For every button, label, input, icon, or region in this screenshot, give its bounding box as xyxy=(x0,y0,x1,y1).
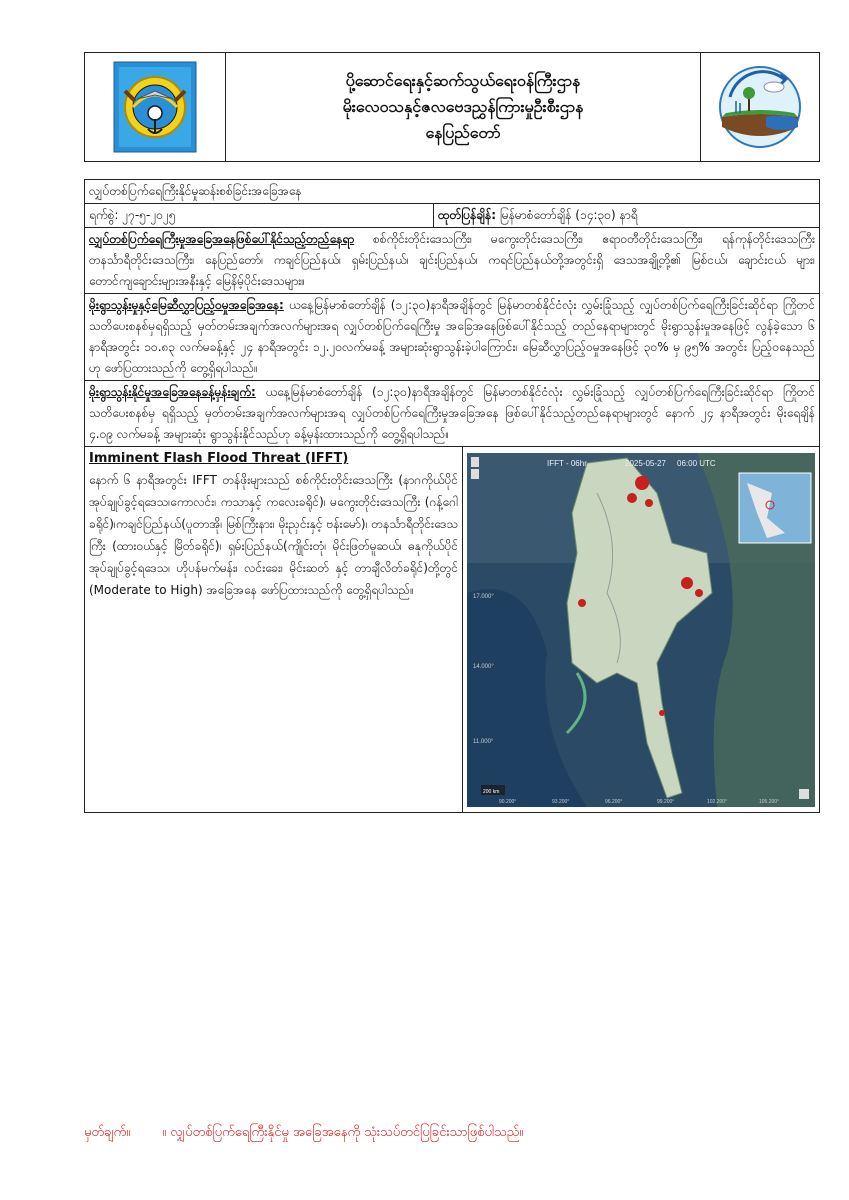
lon-label: 96.200° xyxy=(605,798,623,805)
map-scale-label: 200 km xyxy=(483,788,500,795)
date-cell xyxy=(85,204,434,227)
footer-note xyxy=(84,1124,820,1143)
note-label: မှတ်ချက်။ xyxy=(84,1125,131,1140)
forecast-label: မိုးရွာသွန်းနိုင်မှုအခြေအနေခန့်မှန်းချက်: xyxy=(89,385,256,399)
map-time: 06:00 UTC xyxy=(677,458,716,468)
lat-label: 14.000° xyxy=(473,663,494,670)
ministry-name: ပို့ဆောင်ရေးနှင့်ဆက်သွယ်ရေးဝန်ကြီးဌာန xyxy=(345,71,581,90)
lon-label: 102.200° xyxy=(707,798,728,805)
issue-time-value: မြန်မာစံတော်ချိန် (၁၄:၃၀) နာရီ xyxy=(499,208,638,222)
department-name: မိုးလေဝသနှင့်ဇလဗေဒညွှန်ကြားမှုဦးစီးဌာန xyxy=(342,97,584,116)
areas-label: လျှပ်တစ်ပြက်ရေကြီးမှုအခြေအနေဖြစ်ပေါ်နိုင်သည့်တည်နေရာ xyxy=(89,232,355,246)
rainfall-label: မိုးရွာသွန်းမှုနှင့်မြေဆီလွှာပြည့်ဝမှုအခြေအနေ: xyxy=(89,298,284,312)
lon-label: 90.200° xyxy=(499,798,517,805)
rainfall-row xyxy=(85,294,819,381)
lon-label: 105.200° xyxy=(759,798,780,805)
forecast-row xyxy=(85,381,819,447)
map-title: IFFT - 06hr xyxy=(547,458,587,468)
issue-time-cell xyxy=(434,204,819,227)
left-logo-cell xyxy=(85,53,226,161)
map-date: 2025-05-27 xyxy=(625,458,666,468)
city-name: နေပြည်တော် xyxy=(425,123,501,142)
ifft-row xyxy=(85,447,819,812)
header-banner xyxy=(84,52,820,162)
report-title-row xyxy=(85,180,819,204)
lon-label: 99.200° xyxy=(657,798,675,805)
ifft-map xyxy=(467,453,815,807)
report-title: လျှပ်တစ်ပြက်ရေကြီးနိုင်မှုဆန်းစစ်ခြင်းအခြေအနေ xyxy=(89,184,302,198)
issue-time-label: ထုတ်ပြန်ချိန်: xyxy=(438,208,497,222)
ifft-map-cell xyxy=(463,447,819,812)
department-emblem-icon xyxy=(113,61,197,153)
hydrological-cycle-icon xyxy=(714,61,806,153)
ifft-heading: Imminent Flash Flood Threat (IFFT) xyxy=(89,451,349,466)
areas-text: စစ်ကိုင်းတိုင်းဒေသကြီး၊ မကွေးတိုင်းဒေသကြီး၊ ဧရာဝတီတိုင်းဒေသကြီး၊ ရန်ကုန်တိုင်းဒေသကြီးတနင်္သာရီတိုင်းဒေသကြီး၊ နေပြည်တော်၊ ကချင်ပြည်နယ်၊ ရှမ်းပြည်နယ်၊ ချင်းပြည်နယ်၊ ကရင်ပြည်နယ်တို့အတွင်းရှိ ဒေသအချို့တို့၏ မြစ်ငယ်၊ ချောင်းငယ် များ၊ တောင်ကျချောင်းများအနီးနှင့် မြေနိမ့်ပိုင်းဒေသများ။ xyxy=(89,232,815,288)
lon-label: 93.200° xyxy=(552,798,570,805)
date-value: ၂၇-၅-၂၀၂၅ xyxy=(122,208,176,222)
areas-row xyxy=(85,228,819,294)
ifft-text: နောက် ၆ နာရီအတွင်း IFFT တန်ဖိုးများသည် စစ်ကိုင်းတိုင်းဒေသကြီး (နာဂကိုယ်ပိုင်အုပ်ချုပ်ခွင့်ရဒေသ၊ကောလင်း၊ ကသာနှင့် ကလေးခရိုင်)၊ မကွေးတိုင်းဒေသကြီး (ဂန့်ဂေါခရိုင်)၊ကချင်ပြည်နယ်(ပူတာအို၊ မြစ်ကြီးနား၊ မိုးညှင်းနှင့် ဗန်းမော်)၊ တနင်္သာရီတိုင်းဒေသကြီး (ထားဝယ်နှင့် မြိတ်ခရိုင်)၊ ရှမ်းပြည်နယ်(ကျိုင်းတုံ၊ မိုင်းဖြတ်မူဆယ်၊ ဓနုကိုယ်ပိုင်အုပ်ချုပ်ခွင့်ရဒေသ၊ ဟိုပန်မက်မန်း၊ လင်းခေး၊ မိုင်းဆတ် နှင့် တာချီလိတ်ခရိုင်)တို့တွင် (Moderate to High) အခြေအနေ ဖော်ပြထားသည်ကို တွေ့ရှိရပါသည်။ xyxy=(89,473,458,597)
assessment-table xyxy=(84,179,820,813)
date-label: ရက်စွဲ: xyxy=(89,208,119,222)
note-text: ။ လျှပ်တစ်ပြက်ရေကြီးနိုင်မှု အခြေအနေကို သုံးသပ်တင်ပြခြင်းသာဖြစ်ပါသည်။ xyxy=(162,1125,524,1140)
rainfall-text: ယနေ့မြန်မာစံတော်ချိန် (၁၂:၃၀)နာရီအချိန်တွင် မြန်မာတစ်နိုင်ငံလုံး လွှမ်းခြုံသည့် လျှပ်တစ်ပြက်ရေကြီးခြင်းဆိုင်ရာ ကြိုတင်သတိပေးစနစ်မှရရှိသည့် မှတ်တမ်းအချက်အလက်များအရ လျှပ်တစ်ပြက်ရေကြီးမှု အခြေအနေဖြစ်ပေါ်နိုင်သည့် တည်နေရာများတွင် မိုးရွာသွန်းမှုအနေဖြင့် လွန်ခဲ့သော ၆ နာရီအတွင်း ၁၀.၈၃ လက်မခန့်နှင့် ၂၄ နာရီအတွင်း ၁၂.၂၀လက်မခန့် အများဆုံးရွာသွန်းခဲ့ပါကြောင်း၊ မြေဆီလွှာပြည့်ဝမှုအနေဖြင့် ၃၀% မှ ၉၅% အတွင်း ပြည့်ဝနေသည်ဟု ဖော်ပြထားသည်ကို တွေ့ရှိရပါသည်။ xyxy=(89,298,815,375)
lat-label: 11.000° xyxy=(473,738,494,745)
header-title-block xyxy=(226,53,700,161)
ifft-text-cell xyxy=(85,447,463,812)
forecast-text: ယနေ့မြန်မာစံတော်ချိန် (၁၂:၃၀)နာရီအချိန်တွင် မြန်မာတစ်နိုင်ငံလုံး လွှမ်းခြုံသည့် လျှပ်တစ်ပြက်ရေကြီးခြင်းဆိုင်ရာ ကြိုတင်သတိပေးစနစ်မှ ရရှိသည့် မှတ်တမ်းအချက်အလက်များအရ လျှပ်တစ်ပြက်ရေကြီးမှုအခြေအနေ ဖြစ်ပေါ်နိုင်သည့်တည်နေရာများတွင် နောက် ၂၄ နာရီအတွင်း မိုးရေချိန် ၄.၀၉ လက်မခန့် အများဆုံး ရွာသွန်းနိုင်သည်ဟု ခန့်မှန်းထားသည်ကို တွေ့ရှိရပါသည်။ xyxy=(89,385,815,441)
lat-label: 17.000° xyxy=(473,593,494,600)
date-row xyxy=(85,204,819,228)
right-logo-cell xyxy=(700,53,819,161)
